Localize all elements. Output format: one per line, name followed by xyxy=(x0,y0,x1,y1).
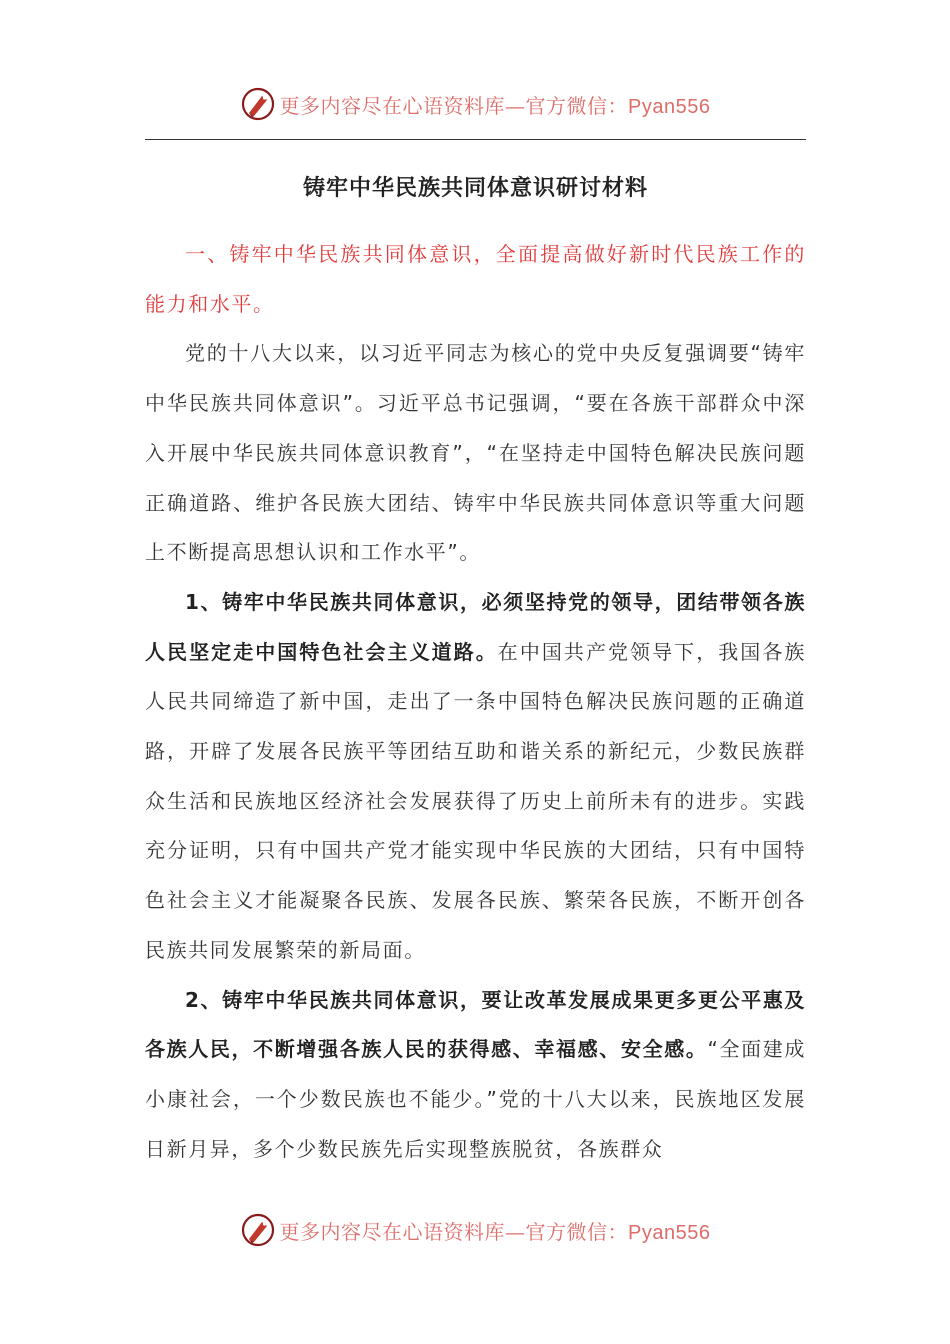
point-2-heading: 2、铸牢中华民族共同体意识，要让改革发展成果更多更公平惠及各族人民，不断增强各族人民的获得感、幸福感、安全感。 xyxy=(145,987,806,1062)
footer-account: Pyan556 xyxy=(628,1221,711,1244)
document-title: 铸牢中华民族共同体意识研讨材料 xyxy=(302,175,648,201)
paragraph-intro: 党的十八大以来，以习近平同志为核心的党中央反复强调要“铸牢中华民族共同体意识”。习近平总书记强调，“要在各族干部群众中深入开展中华民族共同体意识教育”，“在坚持走中国特色解决民族问题正确道路、维护各民族大团结、铸牢中华民族共同体意识等重大问题上不断提高思想认识和工作水平”。 xyxy=(145,341,806,565)
point-2-text: “全面建成小康社会，一个少数民族也不能少。”党的十八大以来，民族地区发展日新月异，多个少数民族先后实现整族脱贫，各族群众 xyxy=(145,1037,806,1161)
document-body xyxy=(145,168,806,1174)
header-divider xyxy=(145,139,806,140)
footer-banner-text: 更多内容尽在心语资料库—官方微信：Pyan556 xyxy=(279,1219,711,1244)
point-1-heading: 1、铸牢中华民族共同体意识，必须坚持党的领导，团结带领各族人民坚定走中国特色社会主义道路。 xyxy=(145,589,806,664)
header-account: Pyan556 xyxy=(628,95,711,118)
footer-banner xyxy=(0,1210,950,1250)
point-1-text: 在中国共产党领导下，我国各族人民共同缔造了新中国，走出了一条中国特色解决民族问题的正确道路，开辟了发展各民族平等团结互助和谐关系的新纪元，少数民族群众生活和民族地区经济社会发展获得了历史上前所未有的进步。实践充分证明，只有中国共产党才能实现中华民族的大团结，只有中国特色社会主义才能凝聚各民族、发展各民族、繁荣各民族，不断开创各民族共同发展繁荣的新局面。 xyxy=(145,639,806,962)
pen-logo-icon xyxy=(240,1212,276,1248)
header-banner-text: 更多内容尽在心语资料库—官方微信：Pyan556 xyxy=(279,93,711,118)
paragraph-point-2 xyxy=(145,976,806,1175)
paragraph-point-1 xyxy=(145,578,806,976)
pen-logo-icon xyxy=(240,86,276,122)
section-heading-1: 一、铸牢中华民族共同体意识，全面提高做好新时代民族工作的能力和水平。 xyxy=(145,242,806,316)
header-banner xyxy=(0,84,950,124)
